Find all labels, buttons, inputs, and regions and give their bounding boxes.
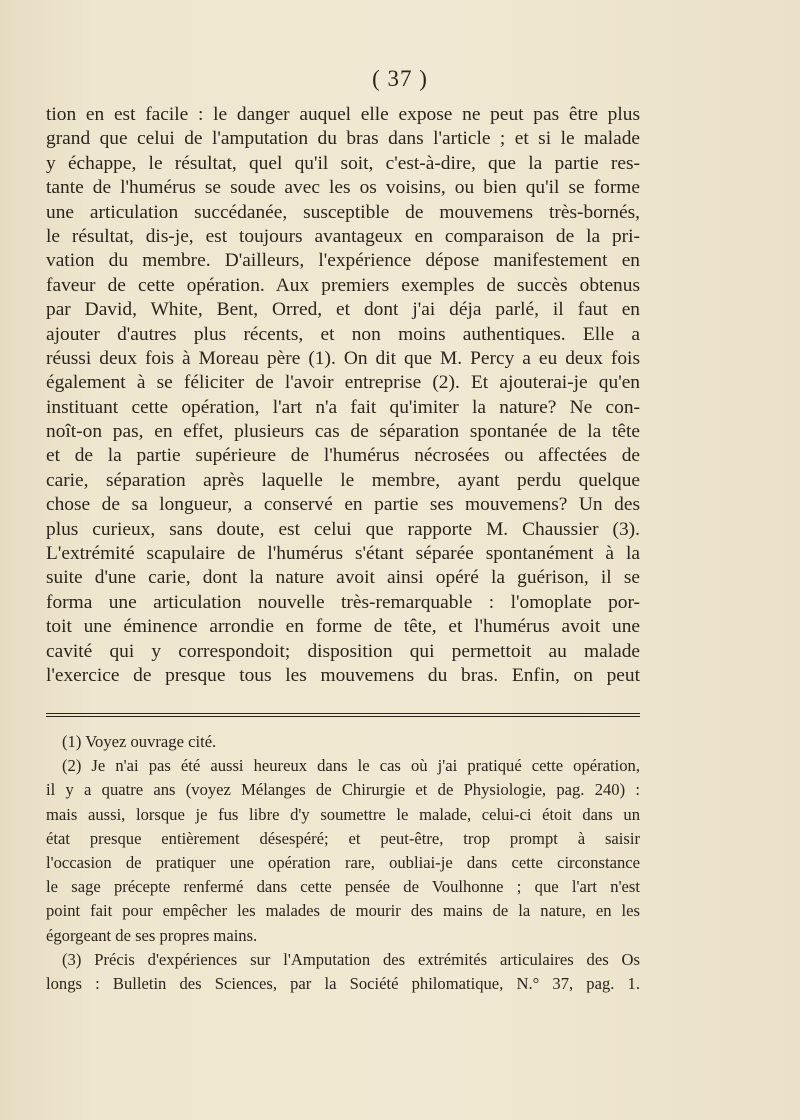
text-line: instituant cette opération, l'art n'a fait qu'imiter la nature? Ne con- bbox=[46, 396, 640, 418]
text-line: grand que celui de l'amputation du bras dans l'article ; et si le malade bbox=[46, 128, 640, 150]
text-line: par David, White, Bent, Orred, et dont j'ai déja parlé, il faut en bbox=[46, 299, 640, 321]
text-line: et de la partie supérieure de l'humérus nécrosées ou affectées de bbox=[46, 445, 640, 467]
text-line: L'extrémité scapulaire de l'humérus s'étant séparée spontanément à la bbox=[46, 543, 640, 565]
footnote-line: il y a quatre ans (voyez Mélanges de Chirurgie et de Physiologie, pag. 240) : bbox=[46, 780, 640, 800]
text-line: faveur de cette opération. Aux premiers exemples de succès obtenus bbox=[46, 274, 640, 296]
text-line: également à se féliciter de l'avoir entreprise (2). Et ajouterai-je qu'en bbox=[46, 372, 640, 394]
text-line: carie, séparation après laquelle le membre, ayant perdu quelque bbox=[46, 469, 640, 491]
text-line: suite d'une carie, dont la nature avoit ainsi opéré la guérison, il se bbox=[46, 567, 640, 589]
footnote-line: égorgeant de ses propres mains. bbox=[46, 925, 258, 945]
text-line: l'exercice de presque tous les mouvemens du bras. Enfin, on peut bbox=[46, 664, 640, 686]
footnote-line: point fait pour empêcher les malades de mourir des mains de la nature, en les bbox=[46, 901, 640, 921]
text-line: cavité qui y correspondoit; disposition qui permettoit au malade bbox=[46, 640, 640, 662]
text-line: noît-on pas, en effet, plusieurs cas de séparation spontanée de la tête bbox=[46, 421, 640, 443]
footnote-line: longs : Bulletin des Sciences, par la Société philomatique, N.° 37, pag. 1. bbox=[46, 973, 640, 993]
text-line: toit une éminence arrondie en forme de tête, et l'humérus avoit une bbox=[46, 616, 640, 638]
text-line: tante de l'humérus se soude avec les os voisins, ou bien qu'il se forme bbox=[46, 177, 640, 199]
text-line: ajouter d'autres plus récents, et non moins authentiques. Elle a bbox=[46, 323, 640, 345]
footnote-line: le sage précepte renfermé dans cette pensée de Voulhonne ; que l'art n'est bbox=[46, 877, 640, 897]
footnote-line: l'occasion de pratiquer une opération rare, oubliai-je dans cette circonstance bbox=[46, 852, 640, 872]
footnote-line: (2) Je n'ai pas été aussi heureux dans le cas où j'ai pratiqué cette opération, bbox=[62, 756, 640, 776]
text-line: tion en est facile : le danger auquel elle expose ne peut pas être plus bbox=[46, 104, 640, 125]
text-line: y échappe, le résultat, quel qu'il soit, c'est-à-dire, que la partie res- bbox=[46, 152, 640, 174]
footnote-line: (1) Voyez ouvrage cité. bbox=[62, 732, 217, 751]
page-number: ( 37 ) bbox=[372, 66, 428, 91]
text-line: vation du membre. D'ailleurs, l'expérience dépose manifestement en bbox=[46, 250, 640, 272]
footnote-line: état presque entièrement désespéré; et peut-être, trop prompt à saisir bbox=[46, 828, 640, 848]
footnote-line: mais aussi, lorsque je fus libre d'y soumettre le malade, celui-ci étoit dans un bbox=[46, 804, 640, 824]
main-text-block bbox=[46, 103, 640, 688]
text-line: une articulation succédanée, susceptible de mouvemens très-bornés, bbox=[46, 201, 640, 223]
text-line: le résultat, dis-je, est toujours avantageux en comparaison de la pri- bbox=[46, 225, 640, 247]
text-line: réussi deux fois à Moreau père (1). On dit que M. Percy a eu deux fois bbox=[46, 347, 640, 369]
text-line: forma une articulation nouvelle très-remarquable : l'omoplate por- bbox=[46, 591, 640, 613]
footnote-line: (3) Précis d'expériences sur l'Amputation des extrémités articulaires des Os bbox=[62, 949, 640, 969]
footnote-divider bbox=[46, 713, 640, 717]
text-line: plus curieux, sans doute, est celui que rapporte M. Chaussier (3). bbox=[46, 518, 640, 540]
text-line: chose de sa longueur, a conservé en partie ses mouvemens? Un des bbox=[46, 494, 640, 516]
footnotes-block bbox=[46, 730, 640, 996]
